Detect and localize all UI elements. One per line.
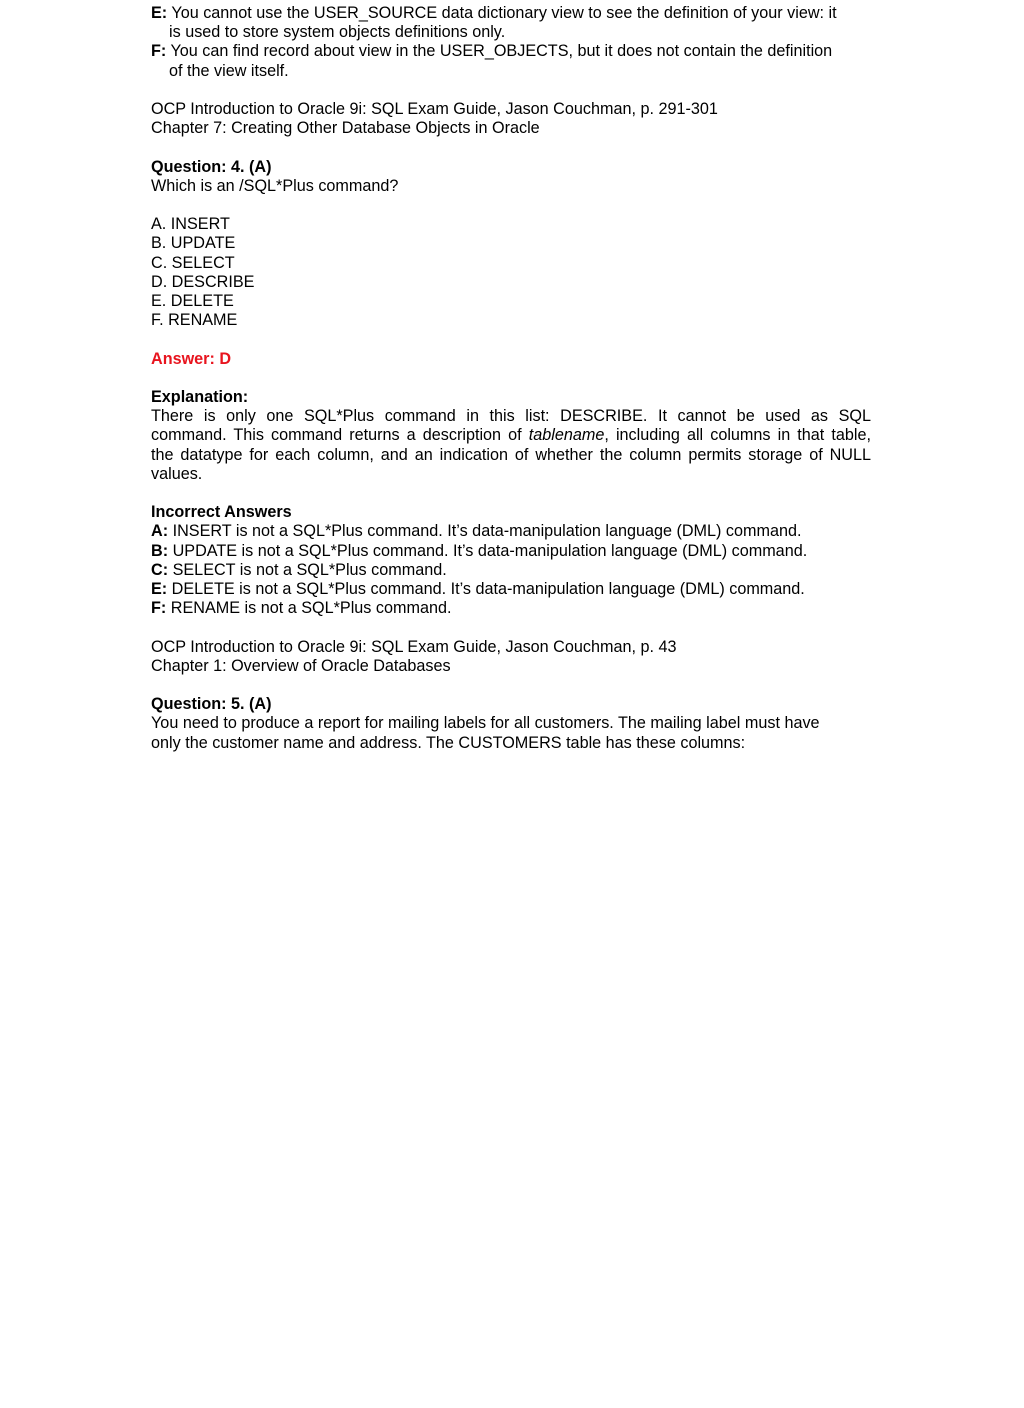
explanation-line: the datatype for each column, and an indication of whether the column permits storage of NULL [151, 445, 871, 464]
prev-answer-f [151, 42, 871, 61]
answer-text: INSERT is not a SQL*Plus command. It’s data-manipulation language (DML) command. [168, 522, 802, 541]
incorrect-answer-b [151, 542, 871, 561]
answer-text: SELECT is not a SQL*Plus command. [168, 560, 447, 579]
option-e: E. DELETE [151, 292, 234, 310]
prev-answer-e [151, 4, 871, 23]
answer-label: F: [151, 42, 167, 61]
question-text: only the customer name and address. The CUSTOMERS table has these columns: [151, 733, 746, 752]
prev-answer-e-continued: is used to store system objects definitions only. [169, 23, 506, 42]
answer-text: You can find record about view in the USER_OBJECTS, but it does not contain the definition [166, 42, 833, 61]
explanation-paragraph [151, 407, 871, 484]
option-b: B. UPDATE [151, 234, 236, 253]
reference-chapter: Chapter 7: Creating Other Database Objects in Oracle [151, 119, 540, 138]
incorrect-answer-f [151, 599, 871, 618]
incorrect-answer-c [151, 561, 871, 580]
explanation-text: command. This command returns a description of [151, 426, 529, 445]
explanation-italic-term: tablename [528, 426, 605, 445]
answer-text: You cannot use the USER_SOURCE data dictionary view to see the definition of your view: it [167, 4, 837, 22]
question-text: Which is an /SQL*Plus command? [151, 176, 399, 195]
answer-text: DELETE is not a SQL*Plus command. It’s data-manipulation language (DML) command. [167, 580, 805, 598]
prev-answer-f-continued: of the view itself. [169, 61, 289, 80]
answer-label: F: [151, 599, 167, 618]
option-f: F. RENAME [151, 311, 238, 330]
incorrect-answers-heading: Incorrect Answers [151, 503, 292, 522]
explanation-line: values. [151, 464, 203, 483]
reference-chapter: Chapter 1: Overview of Oracle Databases [151, 656, 451, 675]
answer-label: B: [151, 541, 169, 560]
reference-book: OCP Introduction to Oracle 9i: SQL Exam Guide, Jason Couchman, p. 291-301 [151, 100, 718, 118]
answer-label: E: [151, 4, 168, 22]
answer-label: E: [151, 580, 168, 598]
option-c: C. SELECT [151, 253, 235, 272]
answer-label: C: [151, 560, 169, 579]
explanation-line [151, 426, 871, 445]
reference-book: OCP Introduction to Oracle 9i: SQL Exam Guide, Jason Couchman, p. 43 [151, 637, 677, 656]
question-text: You need to produce a report for mailing labels for all customers. The mailing label must have [151, 714, 820, 733]
incorrect-answer-a [151, 522, 871, 541]
answer-text: UPDATE is not a SQL*Plus command. It’s data-manipulation language (DML) command. [168, 541, 808, 560]
option-d: D. DESCRIBE [151, 272, 255, 291]
option-a: A. INSERT [151, 215, 230, 234]
question-heading: Question: 5. (A) [151, 695, 272, 714]
explanation-text: , including all columns in that table, [604, 426, 871, 445]
explanation-line: There is only one SQL*Plus command in this list: DESCRIBE. It cannot be used as SQL [151, 407, 871, 426]
answer-label: A: [151, 522, 169, 541]
document-page [151, 4, 871, 753]
answer-key: Answer: D [151, 349, 232, 368]
explanation-heading: Explanation: [151, 387, 249, 406]
incorrect-answer-e [151, 580, 871, 599]
question-heading: Question: 4. (A) [151, 157, 272, 176]
answer-text: RENAME is not a SQL*Plus command. [166, 599, 452, 618]
